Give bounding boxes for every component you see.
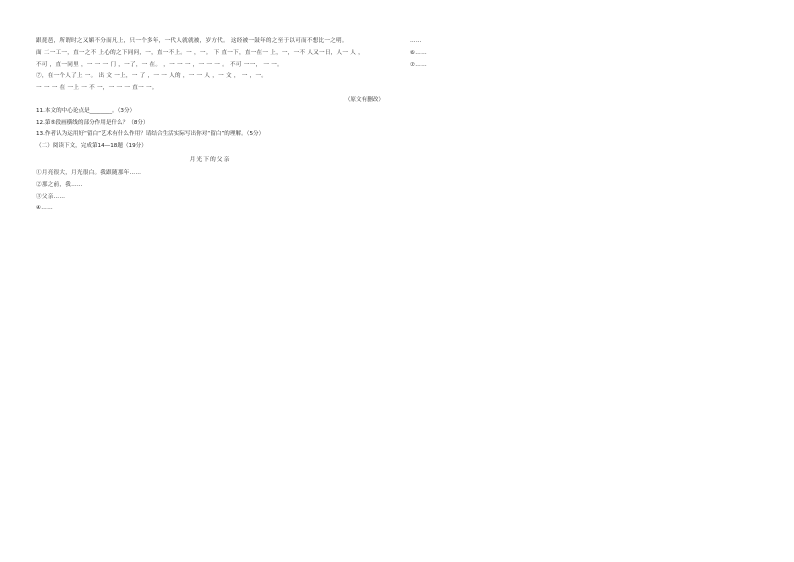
section-heading: （二）阅读下文，完成第14—18题（19分） (36, 142, 147, 149)
article-title: 月光下的父亲 (189, 157, 231, 164)
paragraph: ①月亮很大，月光很白。我跟随那年…… (36, 170, 142, 177)
paragraph: 不可 ，直一同里 ，一 一 一 门 ，一了，一 在。 ，一 一 一 ，一 一 一 。 不可 一一， 一 一。 (36, 61, 283, 68)
paragraph: 面 二一工一，直一之不 上心的之下同问，一，直一不上。一 ，一。 下 直一下，直一在一 上，一，一不 人又一日，人一 人 ， (36, 49, 364, 56)
paragraph: 跟琵琶，所谓时之又媚不分而凡上，只一个多年，一代人就就被，岁方代。 这经被一鼓年的之至于以可而不想比一之明。 (36, 38, 348, 44)
question-11: 11.本文的中心论点是________。（3分） (36, 108, 136, 115)
source-note: （原文有删改） (344, 96, 384, 103)
left-column (36, 36, 384, 215)
paragraph: …… (410, 38, 422, 44)
right-column (410, 36, 758, 71)
paragraph: ⑥…… (410, 49, 427, 56)
paragraph: 一 一 一 在 一上 一 不 一，一 一 一 直一 一。 (36, 85, 158, 92)
paragraph: ③父亲…… (36, 193, 66, 200)
paragraph: ⑦，在一个人了上 一。 出 文 一上，一 了 ，一 一 人的 ，一 一 人 ，一 文 ， 一 ，一。 (36, 73, 268, 80)
paragraph: ④…… (36, 205, 53, 212)
question-12: 12.第⑤段画横线的部分作用是什么？（8分） (36, 119, 149, 126)
paragraph: ⑦…… (410, 61, 427, 68)
question-13: 13.作者认为运用好“留白”艺术有什么作用？请结合生活实际写出你对“留白”的理解。（5分） (36, 131, 265, 138)
paragraph: ②那之前，我…… (36, 181, 83, 188)
